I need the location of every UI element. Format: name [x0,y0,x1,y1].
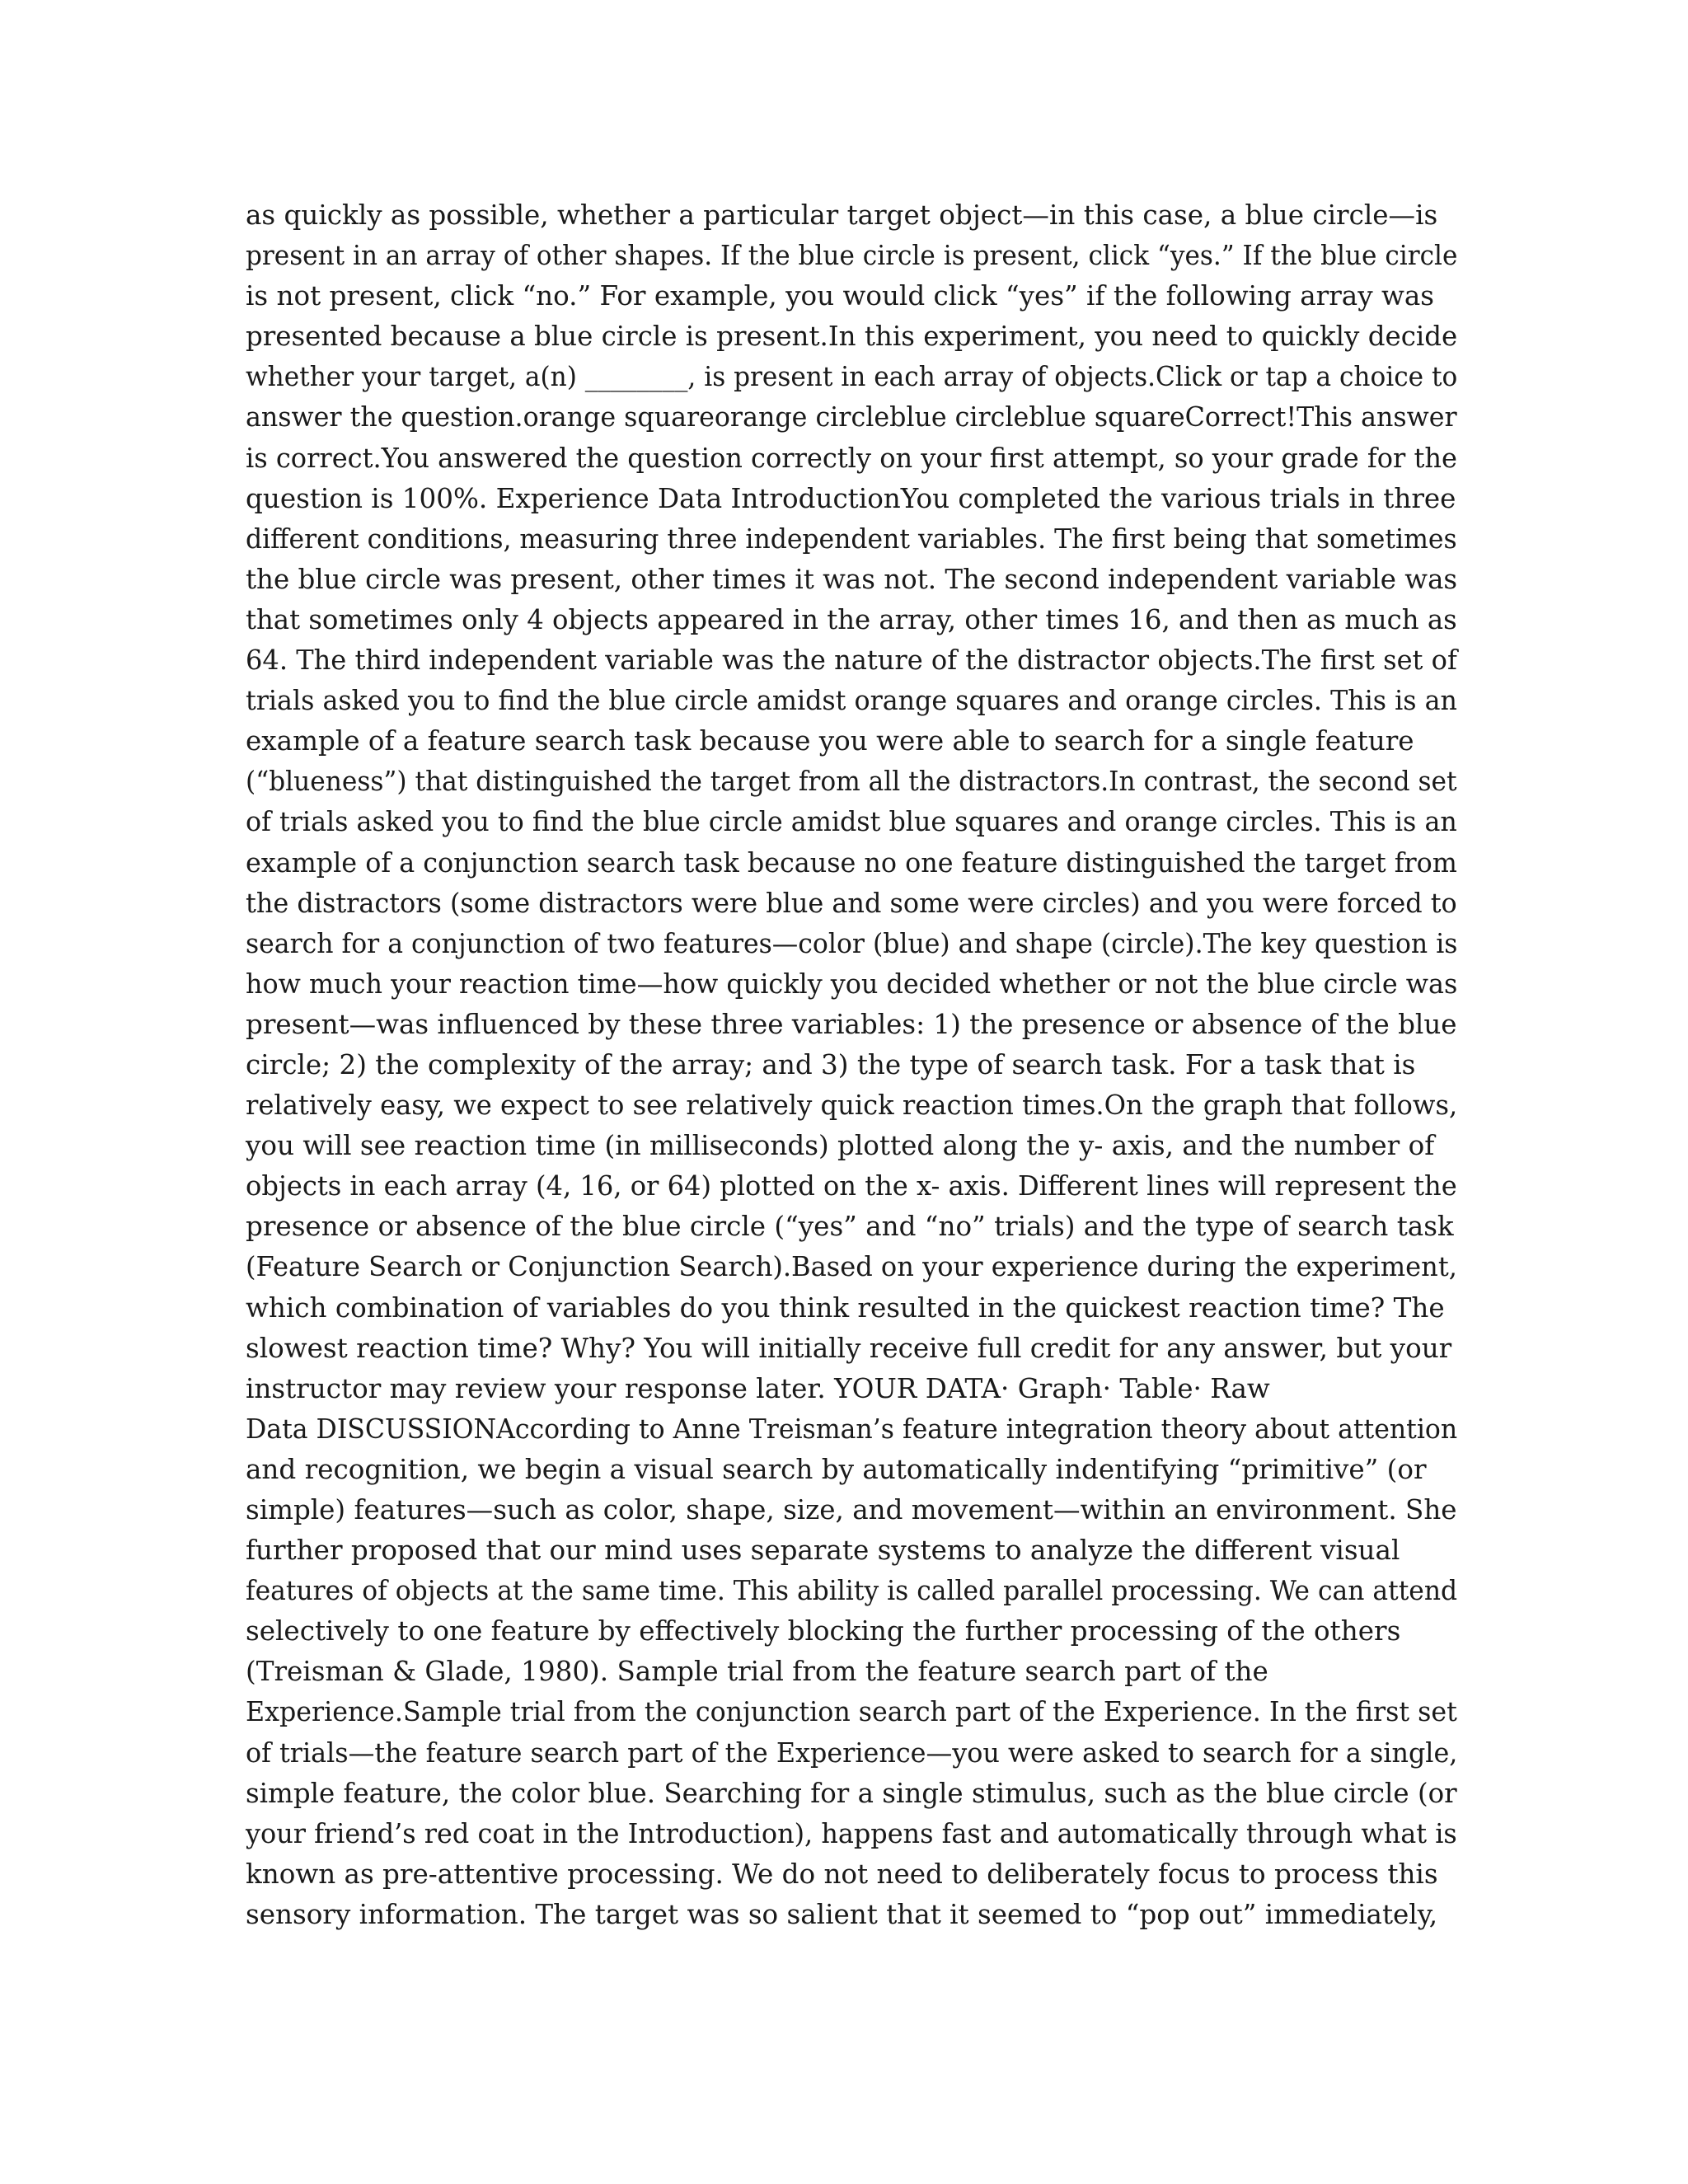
text-line: presented because a blue circle is present.In this experiment, you need to quickly decide [246,321,1458,353]
text-line: the blue circle was present, other times it was not. The second independent variable was [246,563,1458,595]
text-line: the distractors (some distractors were blue and some were circles) and you were forced to [246,887,1457,919]
text-line: 64. The third independent variable was the nature of the distractor objects.The first set of [246,644,1457,677]
text-line: instructor may review your response later. YOUR DATA· Graph· Table· Raw [246,1372,1270,1404]
text-line: presence or absence of the blue circle (“yes” and “no” trials) and the type of search task [246,1211,1454,1243]
text-line: different conditions, measuring three independent variables. The first being that sometimes [246,523,1457,555]
text-line: question is 100%. Experience Data IntroductionYou completed the various trials in three [246,482,1456,514]
text-line: as quickly as possible, whether a particular target object—in this case, a blue circle—is [246,199,1438,231]
text-line: that sometimes only 4 objects appeared in the array, other times 16, and then as much as [246,603,1457,635]
text-line: example of a feature search task because you were able to search for a single feature [246,725,1414,757]
text-line: simple) features—such as color, shape, size, and movement—within an environment. She [246,1494,1457,1526]
text-line: you will see reaction time (in milliseconds) plotted along the y- axis, and the number of [246,1130,1435,1162]
text-line: how much your reaction time—how quickly you decided whether or not the blue circle was [246,968,1458,1000]
text-line: present—was influenced by these three variables: 1) the presence or absence of the blue [246,1008,1457,1040]
text-line: selectively to one feature by effectively blocking the further processing of the others [246,1615,1401,1647]
text-line: (Feature Search or Conjunction Search).Based on your experience during the experiment, [246,1251,1457,1283]
text-line: features of objects at the same time. This ability is called parallel processing. We can attend [246,1575,1458,1607]
text-line: slowest reaction time? Why? You will initially receive full credit for any answer, but your [246,1332,1452,1364]
text-line: simple feature, the color blue. Searching for a single stimulus, such as the blue circle (or [246,1777,1457,1809]
text-line: of trials asked you to find the blue circle amidst blue squares and orange circles. This is an [246,806,1457,838]
text-line: (Treisman & Glade, 1980). Sample trial from the feature search part of the [246,1656,1268,1688]
body-text [246,195,1457,1935]
text-line: of trials—the feature search part of the Experience—you were asked to search for a single, [246,1736,1458,1769]
text-line: (“blueness”) that distinguished the target from all the distractors.In contrast, the second set [246,766,1457,798]
text-line: Data DISCUSSIONAccording to Anne Treisman’s feature integration theory about attention [246,1413,1458,1445]
text-line: relatively easy, we expect to see relatively quick reaction times.On the graph that follows, [246,1090,1458,1122]
text-line: is correct.You answered the question correctly on your first attempt, so your grade for the [246,442,1457,474]
text-line: objects in each array (4, 16, or 64) plotted on the x- axis. Different lines will represent the [246,1170,1457,1202]
text-line: present in an array of other shapes. If the blue circle is present, click “yes.” If the blue circle [246,240,1458,272]
text-line: whether your target, a(n) ________, is present in each array of objects.Click or tap a choice to [246,361,1458,393]
text-line: which combination of variables do you think resulted in the quickest reaction time? The [246,1291,1445,1324]
text-line: answer the question.orange squareorange circleblue circleblue squareCorrect!This answer [246,401,1457,434]
text-line: known as pre-attentive processing. We do not need to deliberately focus to process this [246,1858,1438,1890]
text-line: Experience.Sample trial from the conjunction search part of the Experience. In the first set [246,1696,1457,1728]
text-line: further proposed that our mind uses separate systems to analyze the different visual [246,1535,1400,1567]
text-line: your friend’s red coat in the Introduction), happens fast and automatically through what is [246,1817,1457,1849]
text-line: and recognition, we begin a visual search by automatically indentifying “primitive” (or [246,1453,1427,1485]
text-line: search for a conjunction of two features—color (blue) and shape (circle).The key question is [246,927,1458,959]
text-line: trials asked you to find the blue circle amidst orange squares and orange circles. This is an [246,685,1457,717]
text-line: sensory information. The target was so salient that it seemed to “pop out” immediately, [246,1898,1438,1930]
text-line: example of a conjunction search task because no one feature distinguished the target from [246,846,1457,879]
text-line: is not present, click “no.” For example, you would click “yes” if the following array was [246,280,1434,312]
text-line: circle; 2) the complexity of the array; and 3) the type of search task. For a task that is [246,1048,1416,1080]
